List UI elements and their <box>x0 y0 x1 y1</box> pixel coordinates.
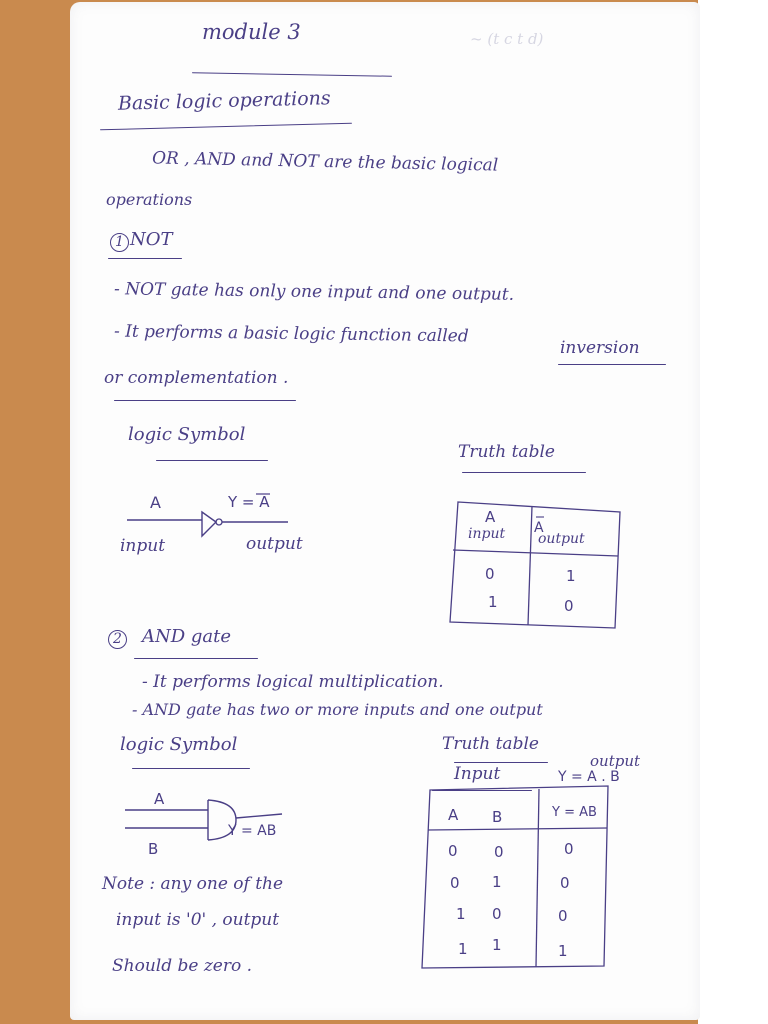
and-point-1: - It performs logical multiplication. <box>142 672 444 692</box>
not-point-2: - It performs a basic logic function called <box>113 321 469 347</box>
and-point-2: - AND gate has two or more inputs and one output <box>132 700 543 719</box>
not-row-1-out: 1 <box>566 567 576 585</box>
and-output-group: Y = A . B <box>558 769 620 785</box>
not-header-output: output <box>538 531 585 547</box>
not-header-abar: A <box>534 520 544 536</box>
not-header-a: A <box>485 508 496 526</box>
not-input-label: A <box>150 493 161 512</box>
not-input-caption: input <box>120 536 166 556</box>
not-row-2-out: 0 <box>564 597 574 615</box>
not-section-number: 1 <box>110 233 129 252</box>
and-row-1-a: 0 <box>448 842 458 860</box>
not-section-title: NOT <box>130 229 173 250</box>
and-row-3-y: 0 <box>558 907 568 925</box>
and-row-1-b: 0 <box>494 843 504 861</box>
not-point-2-cont: or complementation . <box>104 368 289 388</box>
and-row-4-b: 1 <box>492 936 502 954</box>
and-output-note: output <box>590 752 641 770</box>
not-truth-title: Truth table <box>458 442 555 462</box>
and-section-title: AND gate <box>142 626 232 647</box>
note-line-3: Should be zero . <box>112 956 253 976</box>
and-input-group: Input <box>454 764 501 784</box>
and-row-4-y: 1 <box>558 942 568 960</box>
and-output-expr: Y = AB <box>228 823 277 839</box>
and-row-2-b: 1 <box>492 873 502 891</box>
and-header-y: Y = AB <box>552 805 597 820</box>
section-title: Basic logic operations <box>117 87 331 115</box>
not-point-1: - NOT gate has only one input and one output. <box>113 279 515 305</box>
page-heading: module 3 <box>202 20 301 44</box>
and-symbol-title: logic Symbol <box>120 734 238 755</box>
not-header-input: input <box>468 526 506 542</box>
background-right <box>698 0 768 1024</box>
note-line-2: input is '0' , output <box>116 910 280 930</box>
not-output-caption: output <box>246 534 303 554</box>
and-truth-table <box>70 2 700 1020</box>
and-header-b: B <box>492 808 503 826</box>
intro-line-1: OR , AND and NOT are the basic logical <box>151 148 499 176</box>
and-input-b-label: B <box>148 840 159 858</box>
not-point-2-term: inversion <box>560 338 640 358</box>
and-row-2-a: 0 <box>450 874 460 892</box>
and-row-2-y: 0 <box>560 874 570 892</box>
bleed-through-mark: ~ (t c t d) <box>470 30 544 48</box>
and-truth-title: Truth table <box>442 734 539 754</box>
notebook-page <box>70 2 700 1020</box>
not-output-expr: Y = A <box>228 493 270 511</box>
and-row-1-y: 0 <box>564 840 574 858</box>
and-section-number: 2 <box>108 630 127 649</box>
and-header-a: A <box>448 806 459 824</box>
not-symbol-title: logic Symbol <box>128 424 246 445</box>
not-row-1-in: 0 <box>485 565 495 583</box>
and-input-a-label: A <box>154 790 165 808</box>
not-row-2-in: 1 <box>488 593 498 611</box>
note-line-1: Note : any one of the <box>102 874 284 894</box>
intro-line-2: operations <box>106 190 193 209</box>
and-row-4-a: 1 <box>458 940 468 958</box>
and-row-3-a: 1 <box>456 905 466 923</box>
and-row-3-b: 0 <box>492 905 502 923</box>
